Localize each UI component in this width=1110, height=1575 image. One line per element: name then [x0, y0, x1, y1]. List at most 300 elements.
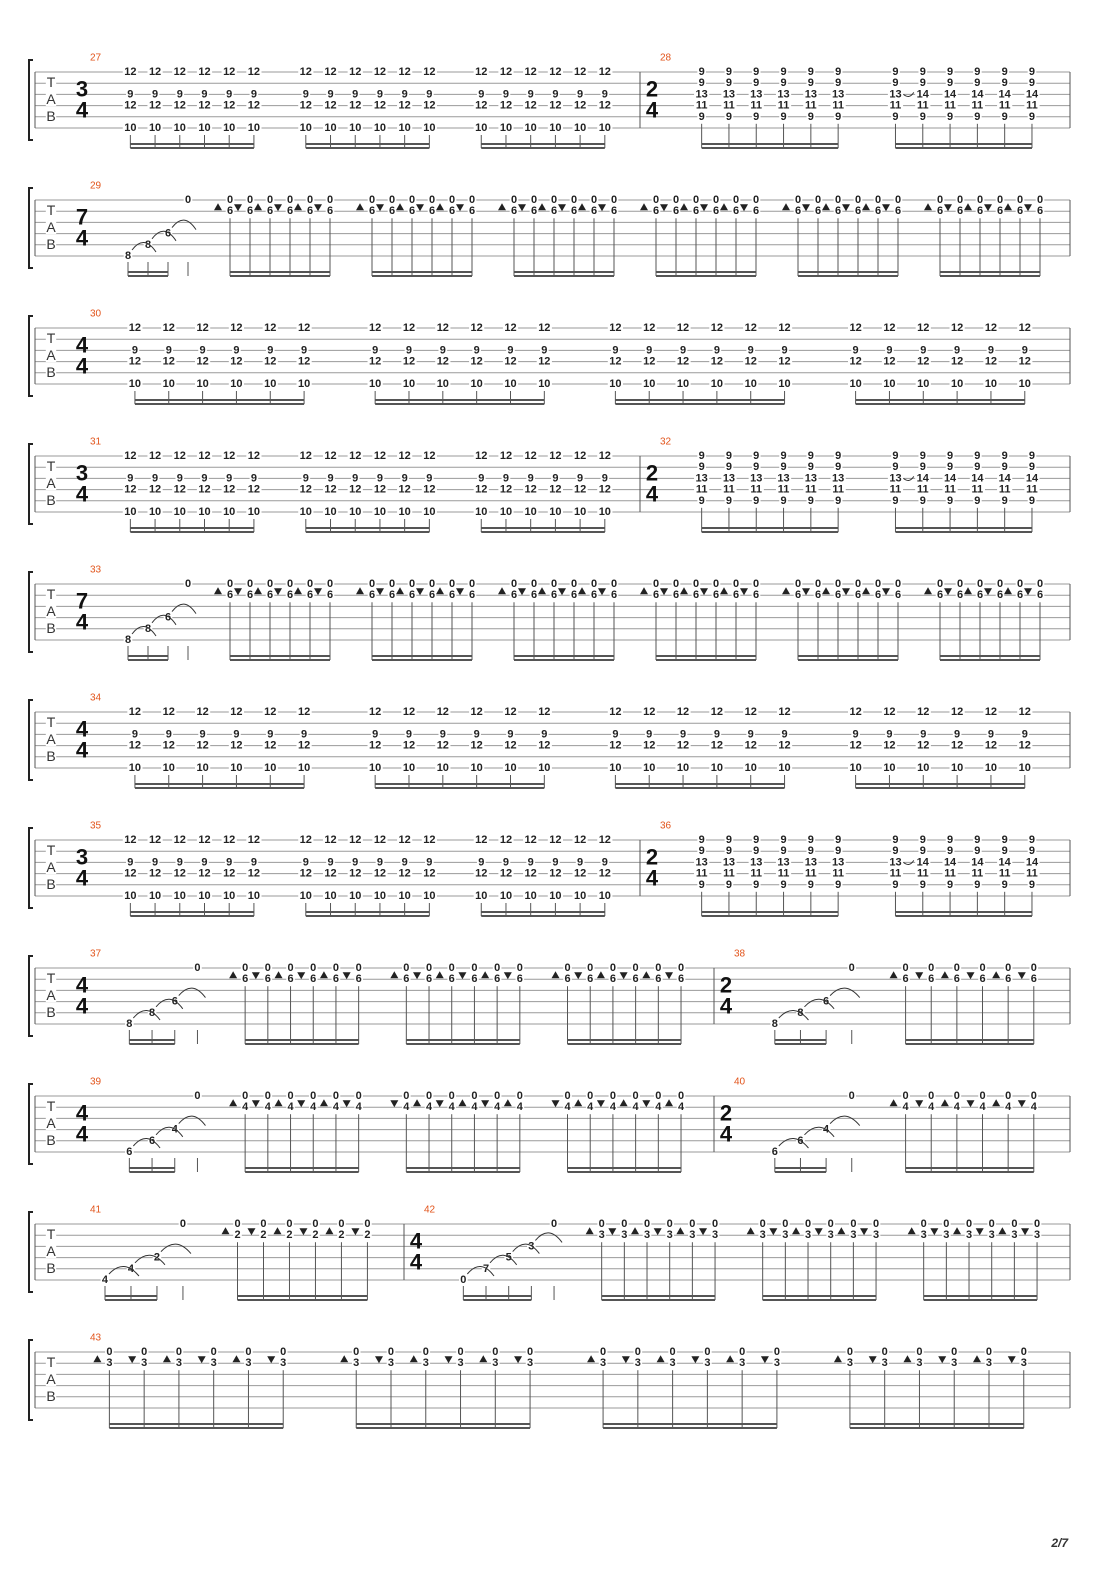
fret-number: 11	[832, 99, 844, 112]
up-triangle-icon	[436, 587, 444, 594]
fret-number: 4	[242, 1101, 249, 1114]
fret-number: 12	[349, 450, 362, 462]
fret-number: 3	[669, 1357, 676, 1370]
up-triangle-icon	[229, 971, 237, 978]
fret-number: 9	[165, 344, 172, 357]
fret-number: 12	[475, 834, 488, 846]
fret-number: 10	[524, 890, 537, 902]
fret-number: 6	[164, 611, 172, 624]
fret-number: 0	[902, 962, 909, 974]
up-triangle-icon	[587, 1355, 595, 1362]
fret-number: 0	[141, 1346, 148, 1358]
fret-number: 9	[780, 450, 787, 462]
fret-number: 9	[974, 834, 981, 846]
up-triangle-icon	[436, 971, 444, 978]
fret-number: 10	[778, 762, 791, 774]
fret-number: 9	[919, 110, 926, 123]
fret-number: 11	[889, 483, 902, 496]
fret-number: 12	[643, 322, 656, 334]
system-bracket	[29, 1212, 33, 1292]
fret-number: 0	[782, 1218, 789, 1230]
fret-number: 10	[398, 890, 411, 902]
measure-number: 35	[90, 820, 102, 832]
fret-number: 9	[267, 728, 274, 741]
measure-number: 36	[660, 820, 672, 832]
fret-number: 14	[916, 472, 929, 485]
fret-number: 0	[468, 194, 476, 206]
up-triangle-icon	[578, 587, 586, 594]
fret-number: 12	[198, 99, 211, 112]
fret-number: 0	[794, 194, 802, 206]
fret-number: 0	[1005, 962, 1012, 974]
fret-number: 12	[1018, 739, 1031, 752]
fret-number: 10	[504, 762, 517, 774]
fret-number: 12	[849, 706, 862, 718]
tab-clef-letter: T	[46, 714, 56, 730]
fret-number: 9	[201, 856, 208, 869]
fret-number: 0	[388, 194, 396, 206]
fret-number: 9	[753, 845, 760, 858]
down-triangle-icon	[267, 1356, 275, 1363]
fret-number: 11	[777, 99, 790, 112]
fret-number: 0	[632, 1090, 639, 1102]
fret-number: 12	[524, 66, 537, 78]
fret-number: 9	[919, 77, 926, 90]
fret-number: 0	[655, 962, 662, 974]
fret-number: 6	[425, 973, 433, 986]
measure-number: 38	[734, 948, 746, 960]
fret-number: 9	[713, 344, 720, 357]
fret-number: 11	[971, 867, 984, 880]
up-triangle-icon	[458, 1099, 466, 1106]
fret-number: 12	[643, 706, 656, 718]
tie-arc-icon	[172, 604, 196, 614]
fret-number: 9	[947, 834, 954, 846]
tab-clef-letter: A	[46, 1115, 56, 1131]
fret-number: 9	[919, 494, 926, 507]
fret-number: 10	[297, 762, 311, 774]
up-triangle-icon	[992, 971, 1000, 978]
fret-number: 9	[780, 494, 787, 507]
fret-number: 14	[971, 856, 984, 869]
fret-number: 9	[426, 856, 433, 869]
fret-number: 10	[984, 378, 998, 390]
up-triangle-icon	[574, 1099, 582, 1106]
fret-number: 3	[528, 1240, 535, 1253]
down-triangle-icon	[860, 1228, 868, 1235]
fret-number: 9	[1001, 450, 1008, 462]
fret-number: 0	[692, 578, 700, 590]
tab-clef-letter: T	[46, 842, 56, 858]
fret-number: 9	[753, 66, 760, 78]
fret-number: 0	[894, 578, 902, 590]
fret-number: 9	[201, 88, 208, 101]
fret-number: 10	[573, 506, 587, 518]
fret-number: 0	[643, 1218, 651, 1230]
fret-number: 9	[698, 878, 705, 891]
fret-number: 12	[398, 483, 411, 496]
down-triangle-icon	[343, 972, 351, 979]
fret-number: 12	[373, 99, 387, 112]
fret-number: 3	[1020, 1357, 1027, 1370]
fret-number: 6	[368, 205, 376, 218]
fret-number: 10	[423, 890, 436, 902]
down-triangle-icon	[984, 204, 992, 211]
measure-number: 28	[660, 52, 672, 64]
fret-number: 9	[552, 88, 559, 101]
up-triangle-icon	[992, 1099, 1000, 1106]
fret-number: 9	[780, 77, 787, 90]
fret-number: 9	[577, 472, 584, 485]
fret-number: 0	[306, 194, 314, 206]
fret-number: 9	[892, 878, 899, 891]
up-triangle-icon	[908, 1227, 916, 1234]
system-bracket	[29, 956, 33, 1036]
up-triangle-icon	[498, 587, 506, 594]
fret-number: 12	[573, 99, 587, 112]
fret-number: 0	[652, 578, 660, 590]
fret-number: 12	[373, 450, 387, 462]
fret-number: 0	[1036, 578, 1044, 590]
fret-number: 6	[874, 589, 882, 602]
fret-number: 3	[1011, 1229, 1018, 1242]
fret-number: 0	[570, 578, 578, 590]
fret-number: 10	[470, 762, 483, 774]
fret-number: 8	[144, 238, 152, 251]
down-triangle-icon	[882, 588, 890, 595]
fret-number: 11	[916, 867, 929, 880]
measure-number: 40	[734, 1076, 746, 1088]
fret-number: 9	[1028, 461, 1036, 474]
fret-number: 6	[510, 589, 518, 602]
fret-number: 9	[886, 728, 893, 741]
fret-number: 10	[198, 506, 211, 518]
fret-number: 2	[312, 1229, 319, 1242]
tab-clef-letter: A	[46, 475, 56, 491]
tab-clef-letter: A	[46, 219, 56, 235]
fret-number: 6	[996, 205, 1004, 218]
fret-number: 6	[894, 205, 902, 218]
fret-number: 0	[874, 578, 882, 590]
fret-number: 9	[920, 344, 927, 357]
fret-number: 6	[834, 589, 842, 602]
system-bracket	[29, 828, 33, 908]
down-triangle-icon	[930, 1228, 938, 1235]
up-triangle-icon	[941, 1099, 949, 1106]
fret-number: 6	[226, 589, 234, 602]
system-bracket	[29, 444, 33, 524]
down-triangle-icon	[351, 1228, 359, 1235]
down-triangle-icon	[642, 1100, 650, 1107]
fret-number: 12	[676, 355, 690, 368]
fret-number: 6	[326, 205, 334, 218]
up-triangle-icon	[782, 587, 790, 594]
fret-number: 9	[753, 110, 760, 123]
up-triangle-icon	[620, 1099, 628, 1106]
up-triangle-icon	[340, 1355, 348, 1362]
fret-number: 9	[601, 88, 608, 101]
fret-number: 10	[598, 890, 611, 902]
fret-number: 12	[744, 355, 757, 368]
fret-number: 12	[198, 450, 211, 462]
up-triangle-icon	[410, 1355, 418, 1362]
fret-number: 9	[127, 88, 134, 101]
fret-number: 8	[144, 622, 152, 635]
down-triangle-icon	[481, 1100, 489, 1107]
fret-number: 10	[524, 506, 537, 518]
up-triangle-icon	[953, 1227, 961, 1234]
down-triangle-icon	[376, 204, 384, 211]
fret-number: 6	[936, 589, 944, 602]
time-signature-bottom: 4	[645, 865, 659, 891]
fret-number: 0	[965, 1218, 973, 1230]
fret-number: 12	[598, 834, 611, 846]
fret-number: 9	[807, 834, 814, 846]
fret-number: 12	[173, 483, 186, 496]
tie-arc-icon	[179, 1116, 206, 1126]
fret-number: 9	[401, 856, 408, 869]
down-triangle-icon	[815, 1228, 823, 1235]
fret-number: 10	[549, 890, 562, 902]
fret-number: 3	[711, 1229, 719, 1242]
fret-number: 12	[247, 66, 261, 78]
fret-number: 11	[805, 483, 817, 496]
down-triangle-icon	[769, 1228, 777, 1235]
fret-number: 9	[601, 472, 608, 485]
fret-number: 12	[475, 867, 488, 880]
fret-number: 9	[250, 472, 257, 485]
fret-number: 11	[832, 483, 844, 496]
fret-number: 11	[1026, 99, 1038, 112]
fret-number: 12	[849, 322, 862, 334]
fret-number: 12	[609, 322, 622, 334]
fret-number: 9	[920, 728, 927, 741]
fret-number: 0	[260, 1218, 267, 1230]
down-triangle-icon	[598, 588, 606, 595]
time-signature-bottom: 4	[75, 353, 89, 379]
fret-number: 0	[1005, 1090, 1012, 1102]
fret-number: 0	[388, 578, 396, 590]
fret-number: 6	[976, 589, 984, 602]
fret-number: 9	[747, 728, 754, 741]
up-triangle-icon	[782, 203, 790, 210]
fret-number: 3	[457, 1357, 464, 1370]
fret-number: 12	[676, 739, 690, 752]
fret-number: 9	[753, 494, 760, 507]
fret-number: 14	[1025, 856, 1039, 869]
fret-number: 12	[402, 706, 416, 718]
fret-number: 9	[473, 728, 480, 741]
fret-number: 9	[1028, 77, 1036, 90]
down-triangle-icon	[660, 204, 668, 211]
fret-number: 12	[499, 450, 513, 462]
up-triangle-icon	[862, 587, 870, 594]
fret-number: 12	[710, 739, 724, 752]
down-triangle-icon	[915, 1100, 923, 1107]
down-triangle-icon	[660, 588, 668, 595]
fret-number: 11	[916, 99, 929, 112]
fret-number: 0	[510, 578, 518, 590]
fret-number: 10	[324, 506, 337, 518]
fret-number: 10	[402, 378, 416, 390]
fret-number: 6	[264, 973, 271, 986]
fret-number: 10	[264, 762, 277, 774]
fret-number: 9	[226, 88, 233, 101]
fret-number: 14	[971, 472, 984, 485]
up-triangle-icon	[665, 1099, 673, 1106]
time-signature-top: 2	[645, 76, 659, 102]
fret-number: 0	[286, 194, 294, 206]
fret-number: 10	[299, 506, 312, 518]
fret-number: 9	[478, 472, 485, 485]
time-signature-bottom: 4	[719, 1121, 733, 1147]
time-signature-bottom: 4	[75, 609, 89, 635]
fret-number: 0	[530, 578, 538, 590]
tab-clef-letter: T	[46, 586, 56, 602]
fret-number: 0	[310, 962, 317, 974]
fret-number: 4	[425, 1101, 433, 1114]
fret-number: 0	[448, 962, 455, 974]
fret-number: 10	[643, 762, 656, 774]
fret-number: 13	[750, 472, 763, 485]
fret-number: 9	[439, 728, 446, 741]
fret-number: 9	[725, 878, 733, 891]
fret-number: 12	[984, 355, 998, 368]
tab-clef-letter: T	[46, 458, 56, 474]
fret-number: 10	[778, 378, 791, 390]
fret-number: 12	[247, 450, 261, 462]
fret-number: 11	[832, 867, 844, 880]
fret-number: 6	[590, 589, 598, 602]
fret-number: 10	[538, 378, 551, 390]
fret-number: 0	[387, 1346, 395, 1358]
fret-number: 12	[173, 450, 186, 462]
fret-number: 6	[403, 973, 410, 986]
fret-number: 9	[601, 856, 608, 869]
fret-number: 0	[355, 962, 362, 974]
tab-clef-letter: A	[46, 91, 56, 107]
fret-number: 12	[573, 66, 587, 78]
fret-number: 12	[423, 483, 436, 496]
up-triangle-icon	[214, 203, 222, 210]
fret-number: 10	[264, 378, 277, 390]
up-triangle-icon	[390, 971, 398, 978]
fret-number: 9	[725, 450, 733, 462]
fret-number: 10	[230, 762, 243, 774]
down-triangle-icon	[514, 1356, 522, 1363]
fret-number: 12	[524, 450, 537, 462]
down-triangle-icon	[691, 1356, 699, 1363]
fret-number: 12	[398, 450, 411, 462]
fret-number: 12	[349, 834, 362, 846]
fret-number: 0	[773, 1346, 780, 1358]
fret-number: 6	[550, 205, 558, 218]
fret-number: 9	[974, 110, 981, 123]
down-triangle-icon	[700, 204, 708, 211]
tab-clef-letter: A	[46, 603, 56, 619]
up-triangle-icon	[747, 1227, 755, 1234]
fret-number: 10	[247, 122, 261, 134]
up-triangle-icon	[998, 1227, 1006, 1234]
fret-number: 10	[196, 378, 209, 390]
fret-number: 9	[947, 66, 954, 78]
up-triangle-icon	[924, 587, 932, 594]
fret-number: 4	[448, 1101, 455, 1114]
fret-number: 6	[171, 995, 178, 1008]
down-triangle-icon	[740, 588, 748, 595]
up-triangle-icon	[254, 203, 262, 210]
fret-number: 12	[504, 322, 517, 334]
fret-number: 6	[1036, 205, 1044, 218]
fret-number: 0	[600, 1346, 607, 1358]
fret-number: 9	[753, 878, 760, 891]
fret-number: 12	[402, 322, 416, 334]
system-bracket	[29, 572, 33, 652]
fret-number: 0	[494, 1090, 501, 1102]
tab-clef-letter: B	[46, 1260, 56, 1276]
fret-number: 0	[286, 1218, 293, 1230]
fret-number: 10	[475, 506, 488, 518]
fret-number: 12	[984, 739, 998, 752]
fret-number: 6	[797, 1134, 804, 1147]
time-signature-top: 4	[75, 332, 89, 358]
fret-number: 12	[744, 706, 757, 718]
fret-number: 10	[1018, 762, 1031, 774]
fret-number: 9	[405, 344, 413, 357]
fret-number: 9	[919, 834, 926, 846]
down-triangle-icon	[665, 972, 673, 979]
fret-number: 12	[223, 450, 236, 462]
up-triangle-icon	[1004, 203, 1012, 210]
fret-number: 0	[979, 962, 986, 974]
fret-number: 12	[643, 739, 656, 752]
down-triangle-icon	[608, 1228, 616, 1235]
fret-number: 0	[403, 1090, 410, 1102]
fret-number: 3	[965, 1229, 973, 1242]
fret-number: 8	[148, 1006, 156, 1019]
fret-number: 9	[507, 344, 514, 357]
fret-number: 9	[807, 110, 814, 123]
fret-number: 13	[889, 856, 902, 869]
fret-number: 10	[148, 122, 162, 134]
fret-number: 6	[286, 589, 294, 602]
fret-number: 0	[175, 1346, 182, 1358]
up-triangle-icon	[973, 1355, 981, 1362]
down-triangle-icon	[274, 588, 282, 595]
fret-number: 6	[1030, 973, 1037, 986]
fret-number: 9	[646, 728, 653, 741]
fret-number: 10	[373, 890, 387, 902]
fret-number: 12	[299, 66, 312, 78]
fret-number: 12	[423, 66, 436, 78]
fret-number: 0	[976, 194, 984, 206]
fret-number: 6	[148, 1134, 156, 1147]
fret-number: 9	[541, 344, 548, 357]
fret-number: 10	[124, 890, 137, 902]
fret-number: 9	[612, 728, 619, 741]
fret-number: 0	[527, 1346, 534, 1358]
fret-number: 4	[953, 1101, 960, 1114]
tab-clef-letter: B	[46, 876, 56, 892]
fret-number: 10	[573, 122, 587, 134]
tie-arc-icon	[535, 1233, 562, 1243]
fret-number: 12	[264, 355, 277, 368]
up-triangle-icon	[504, 1099, 512, 1106]
fret-number: 0	[1033, 1218, 1041, 1230]
fret-number: 0	[280, 1346, 287, 1358]
fret-number: 11	[998, 483, 1011, 496]
fret-number: 9	[478, 856, 485, 869]
